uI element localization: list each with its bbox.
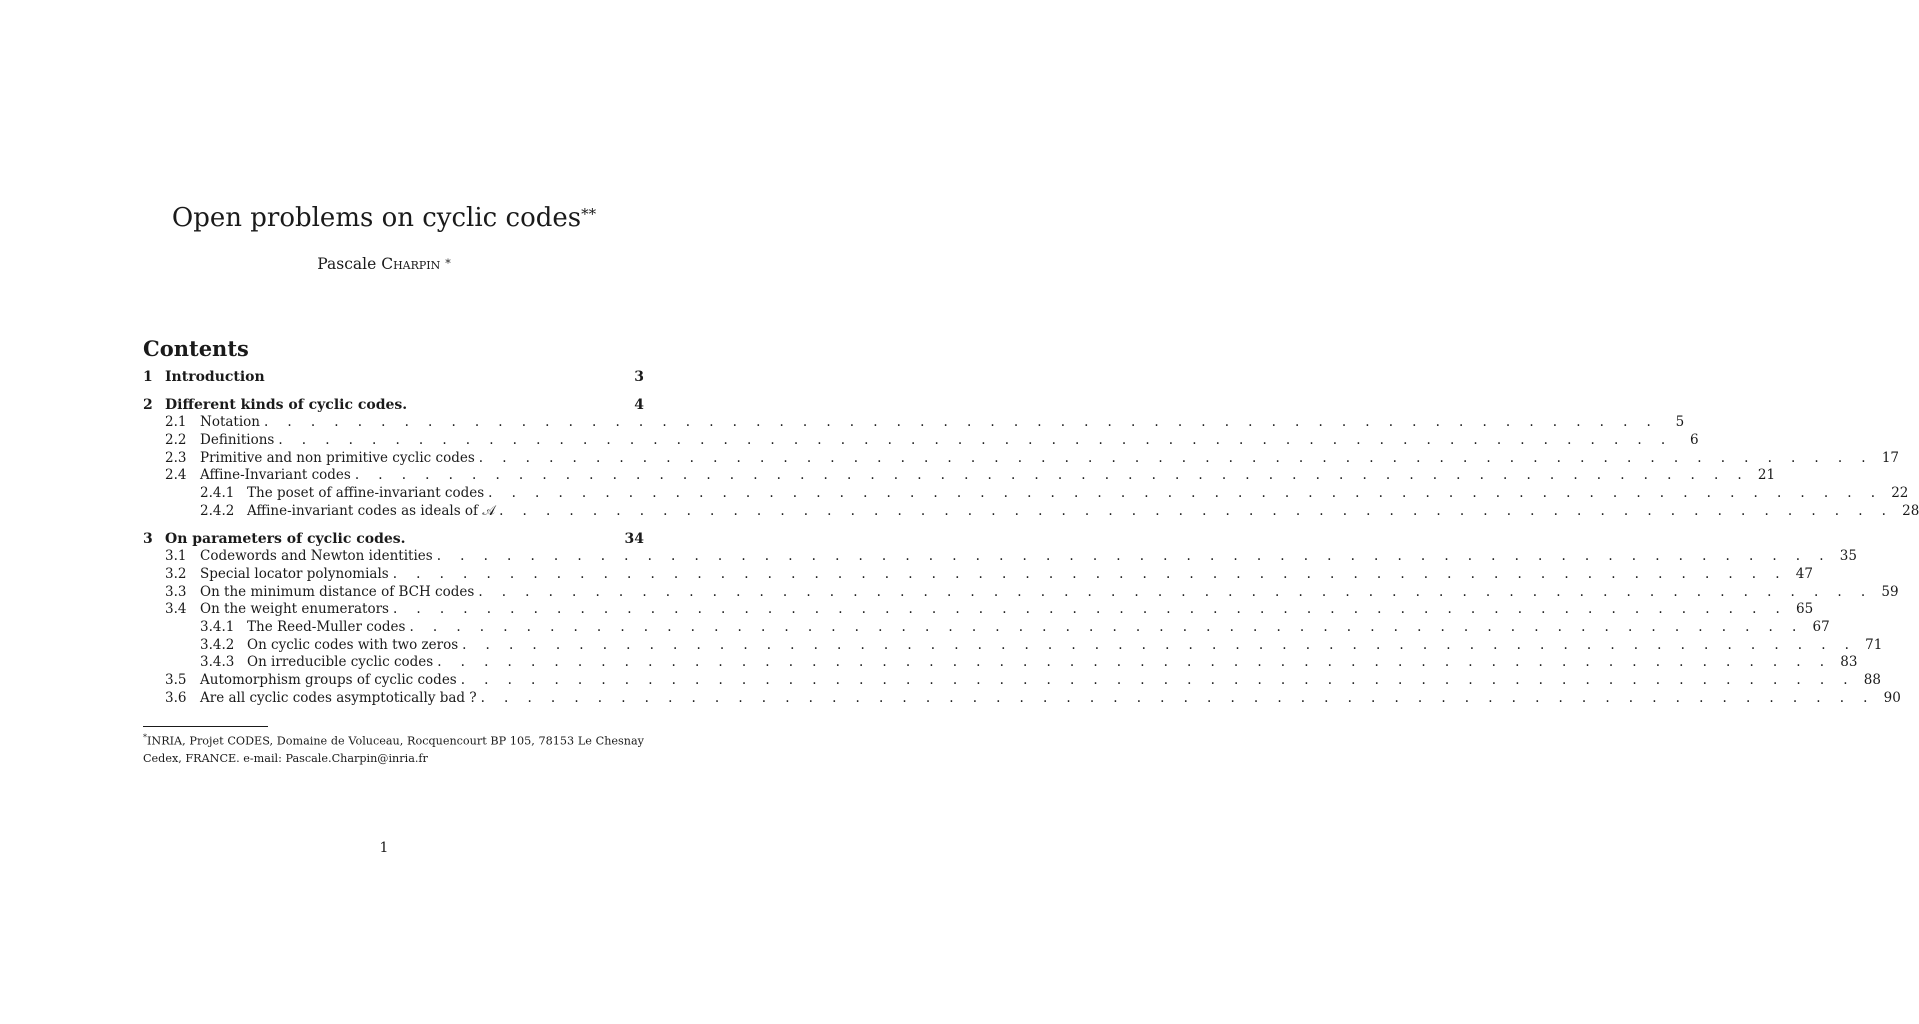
toc-entry-label: Affine-invariant codes as ideals of 𝒜 [247, 502, 496, 519]
toc-entry[interactable] [143, 369, 644, 387]
toc-entry-page: 5 [1675, 414, 1685, 431]
table-of-contents [143, 369, 1919, 707]
toc-entry-page: 47 [1795, 565, 1813, 582]
toc-entry-number: 2 [143, 396, 153, 413]
toc-dot-leader: . . . . . . . . . . . . . . . . . . . . . . . . . . . . . . . . . . . . . . . . . . . . . . . . . . . . . . . . . . . . [478, 449, 1874, 466]
toc-entry-page: 21 [1757, 467, 1776, 484]
toc-gap [143, 521, 644, 531]
toc-entry-page: 35 [1839, 548, 1857, 565]
toc-entry-number: 3.2 [165, 565, 187, 582]
toc-entry-label: Affine-Invariant codes [200, 467, 351, 484]
toc-entry-number: 3.4.1 [200, 618, 235, 635]
toc-dot-leader: . . . . . . . . . . . . . . . . . . . . . . . . . . . . . . . . . . . . . . . . . . . . . . . . . . . . . . . . . . . . [462, 636, 1857, 653]
title-footnote-mark: ** [581, 205, 597, 223]
toc-dot-leader: . . . . . . . . . . . . . . . . . . . . . . . . . . . . . . . . . . . . . . . . . . . . . . . . . . . . . . . . . . . . [392, 601, 1788, 618]
toc-entry[interactable] [143, 432, 1699, 450]
toc-entry-label: Definitions [200, 432, 275, 449]
toc-entry[interactable] [143, 601, 1814, 619]
toc-entry-label: The poset of affine-invariant codes [247, 485, 485, 502]
toc-entry-page: 67 [1812, 618, 1830, 635]
toc-entry[interactable] [143, 548, 1857, 566]
toc-entry-label: On the weight enumerators [200, 601, 389, 618]
toc-entry-label: On irreducible cyclic codes [247, 654, 434, 671]
author-last-name: Charpin [381, 255, 441, 273]
toc-entry[interactable] [143, 531, 644, 549]
toc-dot-leader: . . . . . . . . . . . . . . . . . . . . . . . . . . . . . . . . . . . . . . . . . . . . . . . . . . . . . . . . . . . . [354, 467, 1750, 484]
toc-dot-leader: . . . . . . . . . . . . . . . . . . . . . . . . . . . . . . . . . . . . . . . . . . . . . . . . . . . . . . . . . . . . [436, 548, 1831, 565]
toc-entry-label: Are all cyclic codes asymptotically bad ? [200, 689, 477, 706]
toc-entry-page: 34 [624, 530, 644, 547]
toc-entry-page: 83 [1840, 654, 1858, 671]
toc-entry-label: Different kinds of cyclic codes. [165, 396, 408, 413]
toc-entry-number: 2.4.1 [200, 485, 235, 502]
author-line [0, 253, 768, 275]
toc-entry-page: 71 [1865, 636, 1883, 653]
toc-entry-number: 3.4 [165, 601, 187, 618]
document-title [0, 200, 768, 236]
toc-dot-leader: . . . . . . . . . . . . . . . . . . . . . . . . . . . . . . . . . . . . . . . . . . . . . . . . . . . . . . . . . . . . [480, 689, 1875, 706]
toc-entry-label: Notation [200, 414, 260, 431]
contents-heading: Contents [143, 336, 249, 361]
toc-entry-label: Codewords and Newton identities [200, 548, 433, 565]
toc-entry[interactable] [143, 565, 1813, 584]
toc-entry-label: Special locator polynomials [200, 565, 389, 582]
title-text: Open problems on cyclic codes [171, 203, 582, 233]
toc-entry[interactable] [143, 467, 1776, 485]
toc-entry-label: On the minimum distance of BCH codes [200, 583, 475, 600]
footnote-text: INRIA, Projet CODES, Domaine de Voluceau, Rocquencourt BP 105, 78153 Le Chesnay Cedex, FRANCE. e-mail: Pascale.Charpin@inria.fr [143, 734, 644, 766]
toc-entry-number: 3.4.2 [200, 636, 235, 653]
footnote-rule [143, 726, 268, 727]
toc-entry[interactable] [143, 672, 1881, 690]
toc-dot-leader: . . . . . . . . . . . . . . . . . . . . . . . . . . . . . . . . . . . . . . . . . . . . . . . . . . . . . . . . . . . . [488, 485, 1883, 502]
author-footnote-mark: * [445, 257, 451, 270]
toc-entry-page: 6 [1689, 432, 1699, 449]
toc-dot-leader: . . . . . . . . . . . . . . . . . . . . . . . . . . . . . . . . . . . . . . . . . . . . . . . . . . . . . . . . . . . . [263, 414, 1659, 431]
toc-entry-number: 2.1 [165, 414, 187, 431]
toc-entry-page: 28 [1902, 502, 1919, 519]
toc-gap [143, 387, 644, 397]
toc-entry-number: 3 [143, 530, 153, 547]
toc-dot-leader: . . . . . . . . . . . . . . . . . . . . . . . . . . . . . . . . . . . . . . . . . . . . . . . . . . . . . . . . . . . . [460, 672, 1855, 688]
toc-entry[interactable] [143, 414, 1685, 432]
page-number: 1 [379, 840, 389, 856]
toc-entry-number: 1 [143, 369, 153, 385]
toc-entry-page: 22 [1891, 485, 1909, 502]
toc-entry[interactable] [143, 636, 1883, 655]
toc-entry[interactable] [143, 654, 1858, 672]
footnote-mark: * [143, 733, 147, 742]
toc-entry-number: 2.2 [165, 432, 187, 449]
toc-entry-page: 65 [1796, 601, 1814, 618]
toc-entry[interactable] [143, 502, 1919, 521]
toc-dot-leader [410, 531, 618, 549]
toc-dot-leader: . . . . . . . . . . . . . . . . . . . . . . . . . . . . . . . . . . . . . . . . . . . . . . . . . . . . . . . . . . . . [409, 618, 1804, 635]
toc-entry-number: 2.4.2 [200, 502, 235, 519]
toc-entry-number: 3.4.3 [200, 654, 235, 671]
toc-entry-page: 17 [1881, 449, 1900, 466]
toc-entry-number: 2.3 [165, 449, 187, 466]
toc-dot-leader: . . . . . . . . . . . . . . . . . . . . . . . . . . . . . . . . . . . . . . . . . . . . . . . . . . . . . . . . . . . . [478, 583, 1873, 600]
toc-entry-label: On parameters of cyclic codes. [165, 530, 406, 547]
toc-dot-leader [411, 397, 618, 415]
toc-entry[interactable] [143, 618, 1830, 637]
toc-entry-label: Automorphism groups of cyclic codes [200, 672, 457, 688]
toc-entry-number: 2.4 [165, 467, 187, 484]
toc-entry-label: On cyclic codes with two zeros [247, 636, 459, 653]
toc-entry-label: Primitive and non primitive cyclic codes [200, 449, 475, 466]
toc-dot-leader: . . . . . . . . . . . . . . . . . . . . . . . . . . . . . . . . . . . . . . . . . . . . . . . . . . . . . . . . . . . . [499, 502, 1894, 519]
toc-entry[interactable] [143, 397, 644, 415]
toc-entry-number: 3.1 [165, 548, 187, 565]
toc-entry[interactable] [143, 449, 1900, 468]
toc-entry-label: Introduction [165, 369, 265, 385]
toc-entry-page: 88 [1863, 672, 1881, 688]
toc-dot-leader: . . . . . . . . . . . . . . . . . . . . . . . . . . . . . . . . . . . . . . . . . . . . . . . . . . . . . . . . . . . . [278, 432, 1673, 449]
toc-entry-number: 3.6 [165, 689, 187, 706]
toc-entry-number: 3.5 [165, 672, 187, 688]
toc-dot-leader [269, 369, 618, 387]
toc-entry-label: The Reed-Muller codes [247, 618, 406, 635]
toc-entry-page: 3 [634, 369, 644, 385]
toc-entry[interactable] [143, 485, 1909, 503]
toc-dot-leader: . . . . . . . . . . . . . . . . . . . . . . . . . . . . . . . . . . . . . . . . . . . . . . . . . . . . . . . . . . . . [437, 654, 1832, 671]
toc-entry[interactable] [143, 689, 1901, 708]
footnote [143, 729, 644, 768]
author-first-name: Pascale [317, 255, 377, 273]
toc-entry-page: 90 [1883, 689, 1901, 706]
toc-dot-leader: . . . . . . . . . . . . . . . . . . . . . . . . . . . . . . . . . . . . . . . . . . . . . . . . . . . . . . . . . . . . [392, 565, 1787, 582]
toc-entry-page: 59 [1881, 583, 1899, 600]
toc-entry[interactable] [143, 583, 1899, 602]
toc-entry-number: 3.3 [165, 583, 187, 600]
toc-entry-page: 4 [634, 396, 644, 413]
